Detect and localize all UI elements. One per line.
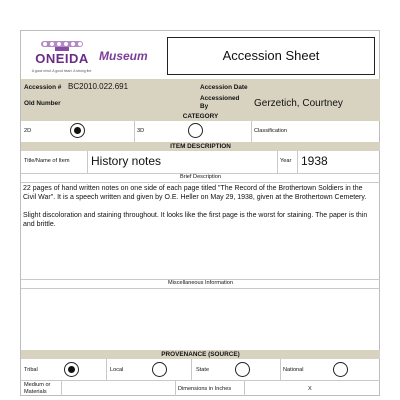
logo-name: ONEIDA: [35, 51, 89, 66]
accessioned-by-label: Accessioned By: [200, 95, 240, 110]
sheet-title: Accession Sheet: [222, 48, 320, 63]
provenance-tribal-label: Tribal: [24, 367, 38, 373]
category-3d-radio[interactable]: [188, 123, 203, 138]
title-name-label: Title/Name of Item: [24, 158, 70, 164]
year-label: Year: [280, 158, 292, 164]
provenance-state-label: State: [196, 367, 210, 373]
category-2d-label: 2D: [24, 128, 32, 134]
divider: [191, 359, 192, 380]
divider: [21, 288, 380, 289]
oneida-logo: [25, 37, 99, 77]
divider: [21, 380, 380, 381]
title-name-value[interactable]: History notes: [91, 154, 162, 168]
year-value[interactable]: 1938: [301, 154, 328, 168]
accessioned-by-value[interactable]: Gerzetich, Courtney: [254, 98, 343, 109]
medium-materials-label: Medium or Materials: [24, 382, 51, 395]
divider: [280, 359, 281, 380]
old-number-label: Old Number: [24, 100, 61, 107]
category-3d-label: 3D: [137, 128, 145, 134]
divider: [297, 151, 298, 173]
divider: [21, 182, 380, 183]
divider: [61, 380, 62, 396]
title-box: [167, 37, 375, 75]
divider: [134, 121, 135, 142]
misc-info-label: Miscellaneous Information: [168, 280, 233, 286]
accession-number-label: Accession #: [24, 84, 62, 91]
brief-description-paragraph-2: Slight discoloration and staining throughout. It looks like the first page is the worst for staining. The paper is thin and brittle.: [23, 212, 368, 228]
logo-tagline: A good mind. A good heart. A strong fire.: [31, 69, 93, 73]
medium-materials-value[interactable]: [64, 382, 172, 394]
accession-number-value[interactable]: BC2010.022.691: [68, 82, 129, 91]
misc-info-value[interactable]: [23, 291, 375, 349]
classification-label: Classification: [254, 128, 287, 134]
brief-description-paragraph-1: 22 pages of hand written notes on one side of each page titled "The Record of the Brothertown Soldiers in the Civil War". It is a speech written and given by O.E. Heller on May 29, 1938, given at the Brothertown Cemetery.: [23, 185, 367, 201]
dimensions-label: Dimensions in Inches: [178, 386, 232, 392]
accession-sheet: [20, 30, 380, 396]
divider: [175, 380, 176, 396]
provenance-local-radio[interactable]: [152, 362, 167, 377]
category-header: CATEGORY: [21, 112, 380, 121]
divider: [277, 151, 278, 173]
provenance-header: PROVENANCE (SOURCE): [21, 350, 380, 359]
divider: [244, 380, 245, 396]
category-2d-radio[interactable]: [70, 123, 85, 138]
provenance-state-radio[interactable]: [235, 362, 250, 377]
provenance-national-label: National: [283, 367, 304, 373]
dimensions-separator: X: [308, 386, 312, 392]
provenance-local-label: Local: [110, 367, 124, 373]
provenance-tribal-radio[interactable]: [64, 362, 79, 377]
divider: [106, 359, 107, 380]
brief-description-text[interactable]: [23, 184, 375, 229]
divider: [251, 121, 252, 142]
item-description-header: ITEM DESCRIPTION: [21, 142, 380, 151]
accession-date-label: Accession Date: [200, 84, 248, 91]
divider: [87, 151, 88, 173]
museum-label: Museum: [99, 49, 148, 63]
brief-description-label: Brief Description: [179, 174, 222, 180]
provenance-national-radio[interactable]: [333, 362, 348, 377]
